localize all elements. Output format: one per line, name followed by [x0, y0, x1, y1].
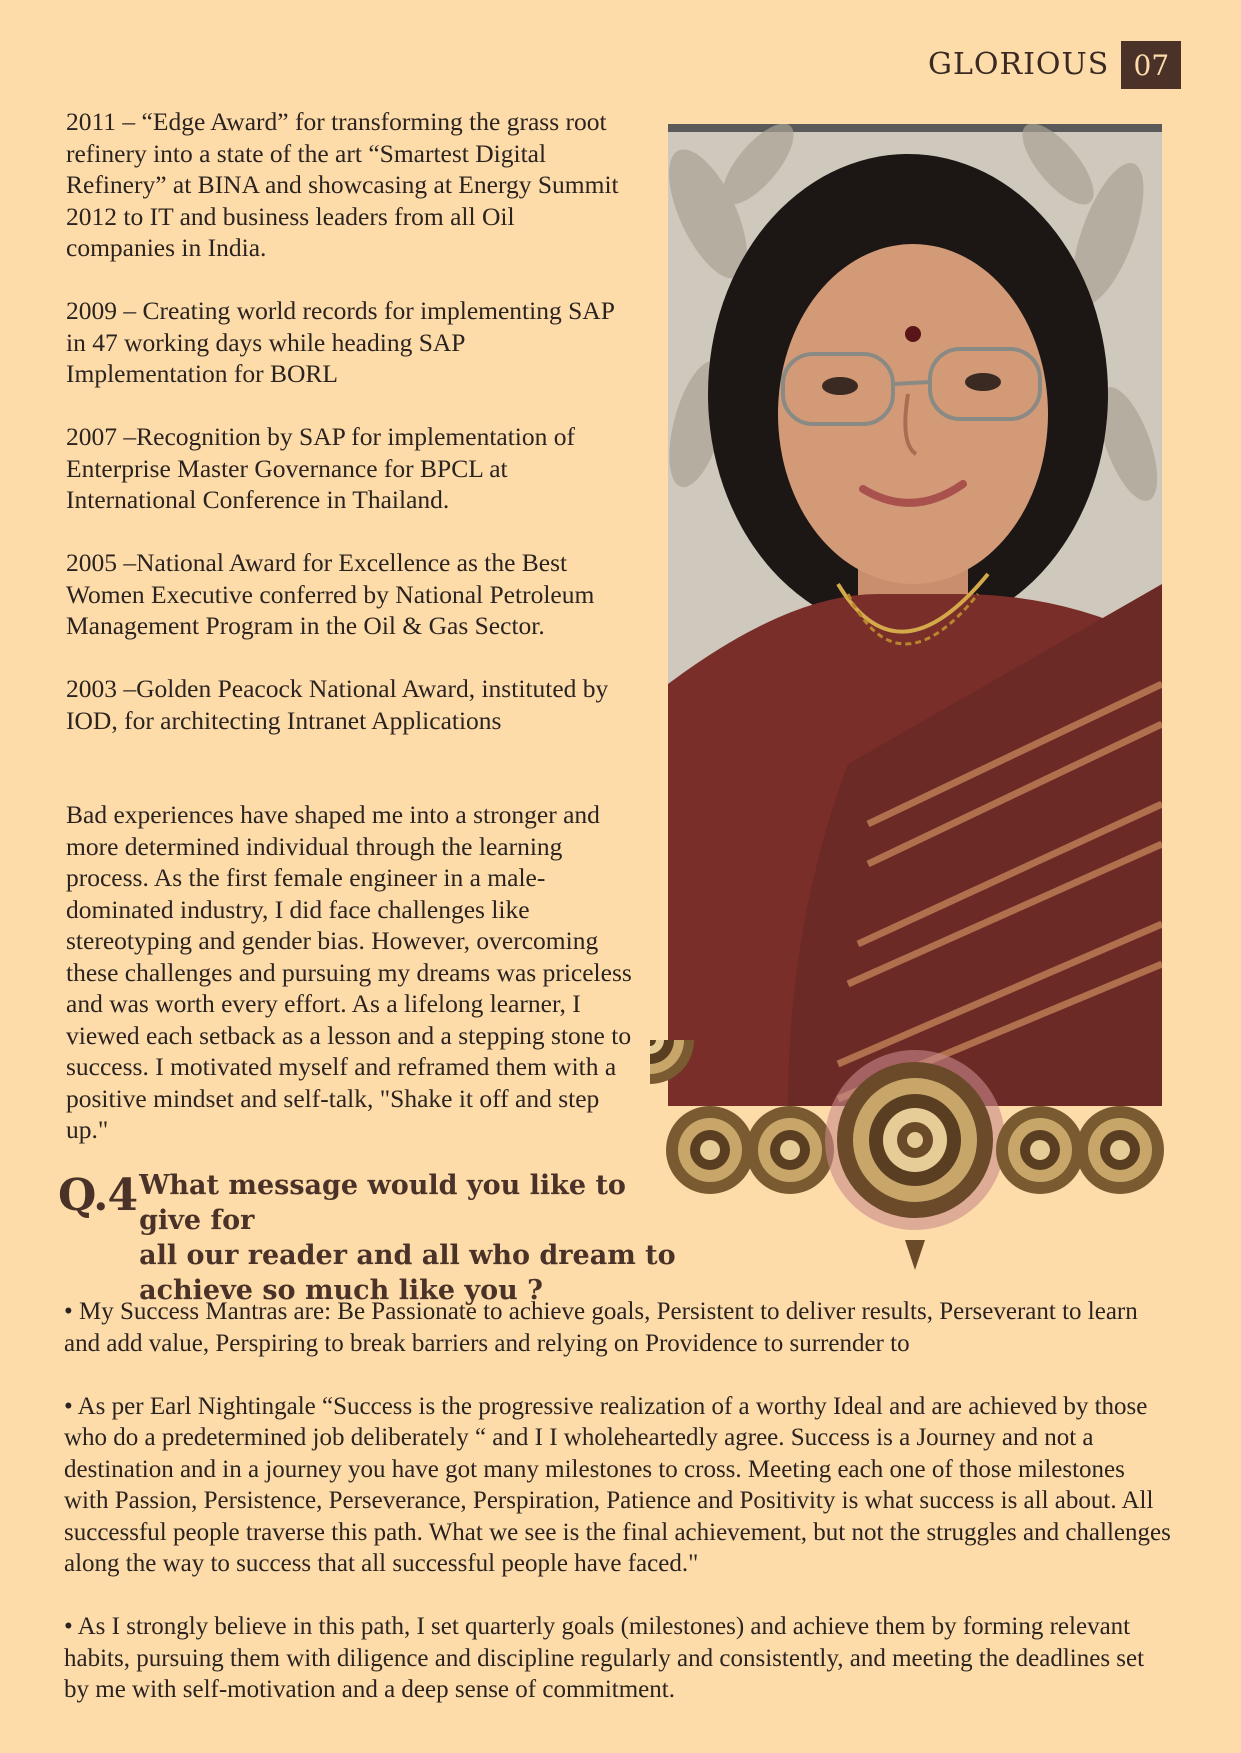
award-item: 2007 –Recognition by SAP for implementation of Enterprise Master Governance for BPCL at International Conference in Thailand. — [66, 422, 576, 514]
award-item: 2003 –Golden Peacock National Award, instituted by IOD, for architecting Intranet Applications — [66, 674, 609, 735]
award-item: 2011 – “Edge Award” for transforming the grass root refinery into a state of the art “Smartest Digital Refinery” at BINA and showcasing at Energy Summit 2012 to IT and business leaders from all Oil companies in India. — [66, 107, 619, 262]
portrait-photo — [668, 124, 1162, 1106]
answer-bullet: • As I strongly believe in this path, I set quarterly goals (milestones) and achieve them by forming relevant habits, pursuing them with diligence and discipline regularly and consistently, and meeting the deadlines set by me with self-motivation and a deep sense of commitment. — [64, 1613, 1145, 1703]
award-item: 2009 – Creating world records for implementing SAP in 47 working days while heading SAP Implementation for BORL — [66, 296, 615, 388]
page-number: 07 — [1121, 41, 1181, 89]
question-number: Q.4 — [58, 1170, 138, 1221]
award-item: 2005 –National Award for Excellence as the Best Women Executive conferred by National Petroleum Management Program in the Oil & Gas Sector. — [66, 548, 595, 640]
awards-list — [66, 106, 636, 768]
magazine-name: GLORIOUS — [928, 47, 1110, 82]
mandala-ornament — [650, 1040, 1180, 1280]
story-paragraph: Bad experiences have shaped me into a stronger and more determined individual through the learning process. As the first female engineer in a male- dominated industry, I did face challenges like stereotyping and gender bias. However, overcoming these challenges and pursuing my dreams was priceless and was worth every effort. As a lifelong learner, I viewed each setback as a lesson and a stepping stone to success. I motivated myself and reframed them with a positive mindset and self-talk, "Shake it off and step up." — [66, 800, 632, 1144]
question-text: What message would you like to give for all our reader and all who dream to achieve so much like you ? — [139, 1170, 676, 1306]
answers-list — [64, 1296, 1194, 1737]
question-heading — [58, 1168, 678, 1308]
masthead — [928, 40, 1181, 90]
answer-bullet: • My Success Mantras are: Be Passionate to achieve goals, Persistent to deliver results, Perseverant to learn and add value, Perspiring to break barriers and relying on Providence to surrender to — [64, 1298, 1138, 1357]
answer-bullet: • As per Earl Nightingale “Success is the progressive realization of a worthy Ideal and are achieved by those who do a predetermined job deliberately “ and I I wholeheartedly agree. Success is a Journey and not a destination and in a journey you have got many milestones to cross. Meeting each one of those milestones with Passion, Persistence, Perseverance, Perspiration, Patience and Positivity is what success is all about. All successful people traverse this path. What we see is the final achievement, but not the struggles and challenges along the way to success that all successful people have faced." — [64, 1392, 1171, 1577]
